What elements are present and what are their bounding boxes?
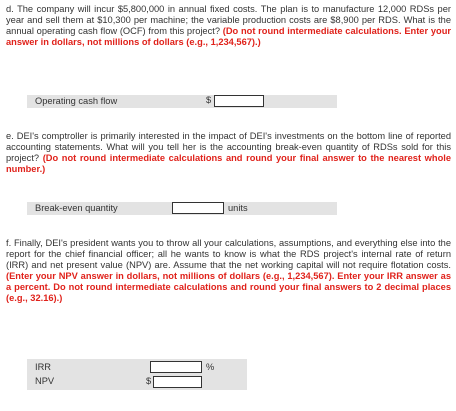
break-even-quantity-label: Break-even quantity [35,203,118,213]
question-f [6,238,451,304]
question-d [6,4,451,48]
question-d-text: d. The company will incur $5,800,000 in annual fixed costs. The plan is to manufacture 12,000 RDSs per year and sell them at $10,300 per machine; the variable production costs are $8,900 per RDS. What is the annual operating cash flow (OCF) from this project? [6,4,451,36]
irr-label: IRR [35,362,52,372]
break-even-quantity-unit: units [228,203,248,213]
question-e-instruction: (Do not round intermediate calculations and round your final answer to the nearest whole number.) [6,153,452,174]
irr-input[interactable] [150,361,202,373]
npv-input[interactable] [153,376,202,388]
npv-label: NPV [35,376,55,386]
operating-cash-flow-input[interactable] [214,95,264,107]
question-f-text: f. Finally, DEI's president wants you to throw all your calculations, assumptions, and everything else into the report for the chief financial officer; all he wants to know is what the RDS project's internal rate of return (IRR) and net present value (NPV) are. Assume that the net working capital will not require flotation costs. [6,238,451,270]
operating-cash-flow-label: Operating cash flow [35,96,118,106]
question-e-text: e. DEI's comptroller is primarily interested in the impact of DEI's investments on the bottom line of reported accounting statements. What will you tell her is the accounting break-even quantity of RDSs sold for this project? [6,131,451,163]
break-even-quantity-input[interactable] [172,202,224,214]
irr-unit: % [206,362,215,372]
npv-currency: $ [146,376,152,386]
operating-cash-flow-row [27,95,337,108]
question-f-instruction: (Enter your NPV answer in dollars, not millions of dollars (e.g., 1,234,567). Enter your IRR answer as a percent. Do not round intermediate calculations and round your final answers to 2 decimal places (e.g., 32.16).) [6,271,451,303]
operating-cash-flow-currency: $ [206,95,212,105]
question-e [6,131,451,175]
question-d-instruction: (Do not round intermediate calculations. Enter your answer in dollars, not millions of dollars (e.g., 1,234,567).) [6,26,451,47]
